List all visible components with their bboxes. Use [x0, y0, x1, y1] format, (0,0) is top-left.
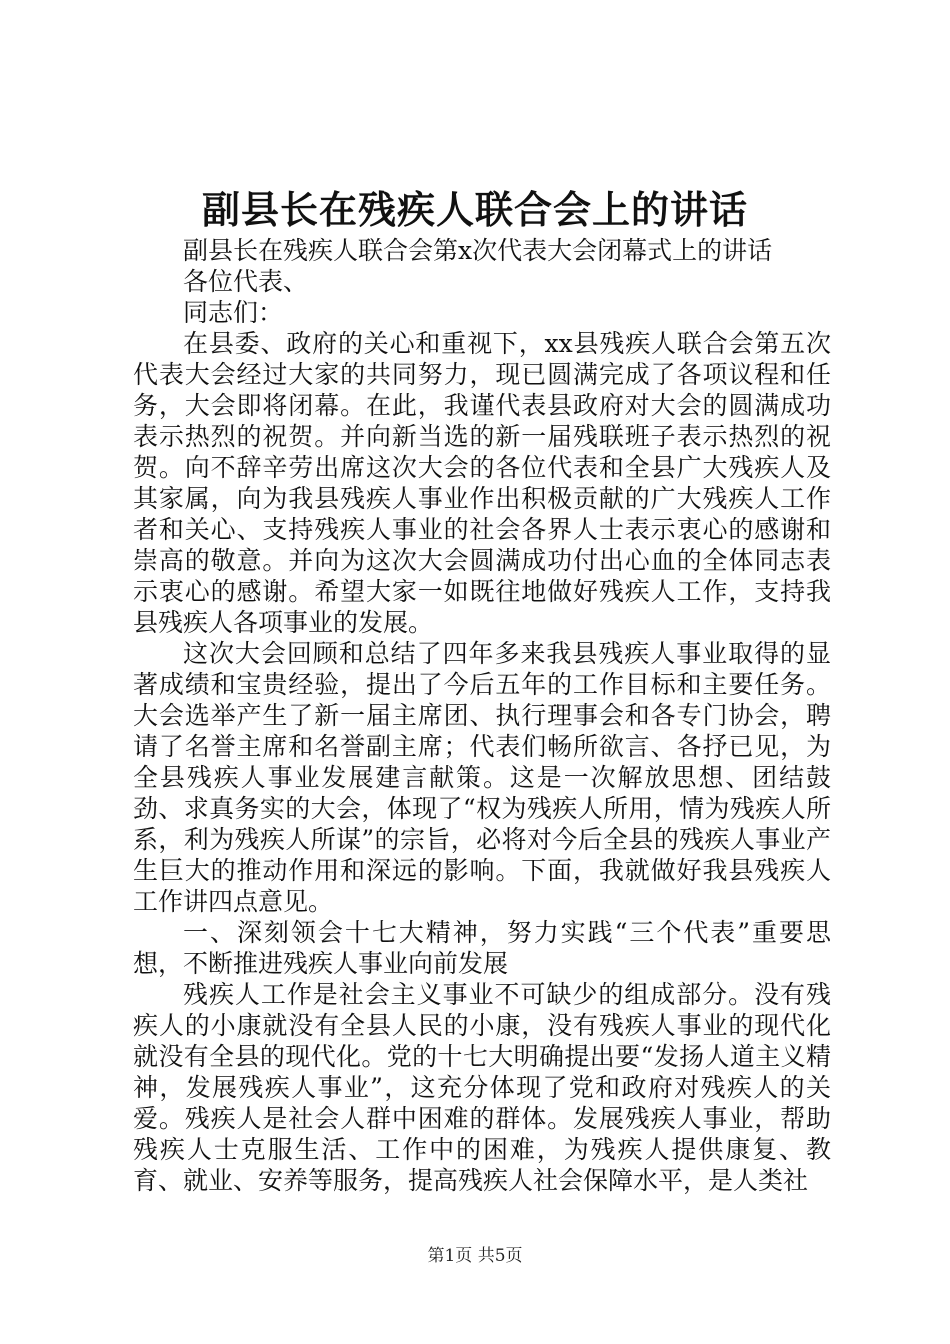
document-title: 副县长在残疾人联合会上的讲话	[201, 187, 748, 232]
body-paragraph: 在县委、政府的关心和重视下，xx县残疾人联合会第五次代表大会经过大家的共同努力，现已圆满完成了各项议程和任务，大会即将闭幕。在此，我谨代表县政府对大会的圆满成功表示热烈的祝贺。并向新当选的新一届残联班子表示热烈的祝贺。向不辞辛劳出席这次大会的各位代表和全县广大残疾人及其家属，向为我县残疾人事业作出积极贡献的广大残疾人工作者和关心、支持残疾人事业的社会各界人士表示衷心的感谢和崇高的敬意。并向为这次大会圆满成功付出心血的全体同志表示衷心的感谢。希望大家一如既往地做好残疾人工作，支持我县残疾人各项事业的发展。	[133, 329, 831, 637]
body-paragraph: 残疾人工作是社会主义事业不可缺少的组成部分。没有残疾人的小康就没有全县人民的小康，没有残疾人事业的现代化就没有全县的现代化。党的十七大明确提出要“发扬人道主义精神，发展残疾人事业”，这充分体现了党和政府对残疾人的关爱。残疾人是社会人群中困难的群体。发展残疾人事业，帮助残疾人士克服生活、工作中的困难，为残疾人提供康复、教育、就业、安养等服务，提高残疾人社会保障水平，是人类社	[133, 980, 831, 1195]
salutation-line: 各位代表、	[183, 267, 309, 296]
salutation-line: 同志们：	[183, 298, 284, 327]
body-paragraph: 这次大会回顾和总结了四年多来我县残疾人事业取得的显著成绩和宝贵经验，提出了今后五年的工作目标和主要任务。大会选举产生了新一届主席团、执行理事会和各专门协会，聘请了名誉主席和名誉副主席；代表们畅所欲言、各抒已见，为全县残疾人事业发展建言献策。这是一次解放思想、团结鼓劲、求真务实的大会，体现了“权为残疾人所用，情为残疾人所系，利为残疾人所谋”的宗旨，必将对今后全县的残疾人事业产生巨大的推动作用和深远的影响。下面，我就做好我县残疾人工作讲四点意见。	[133, 639, 831, 916]
document-body	[133, 235, 831, 1196]
section-heading: 一、深刻领会十七大精神，努力实践“三个代表”重要思想，不断推进残疾人事业向前发展	[133, 918, 831, 978]
page-number-footer: 第1页 共5页	[427, 1246, 523, 1266]
subtitle-paragraph: 副县长在残疾人联合会第x次代表大会闭幕式上的讲话	[183, 236, 773, 265]
